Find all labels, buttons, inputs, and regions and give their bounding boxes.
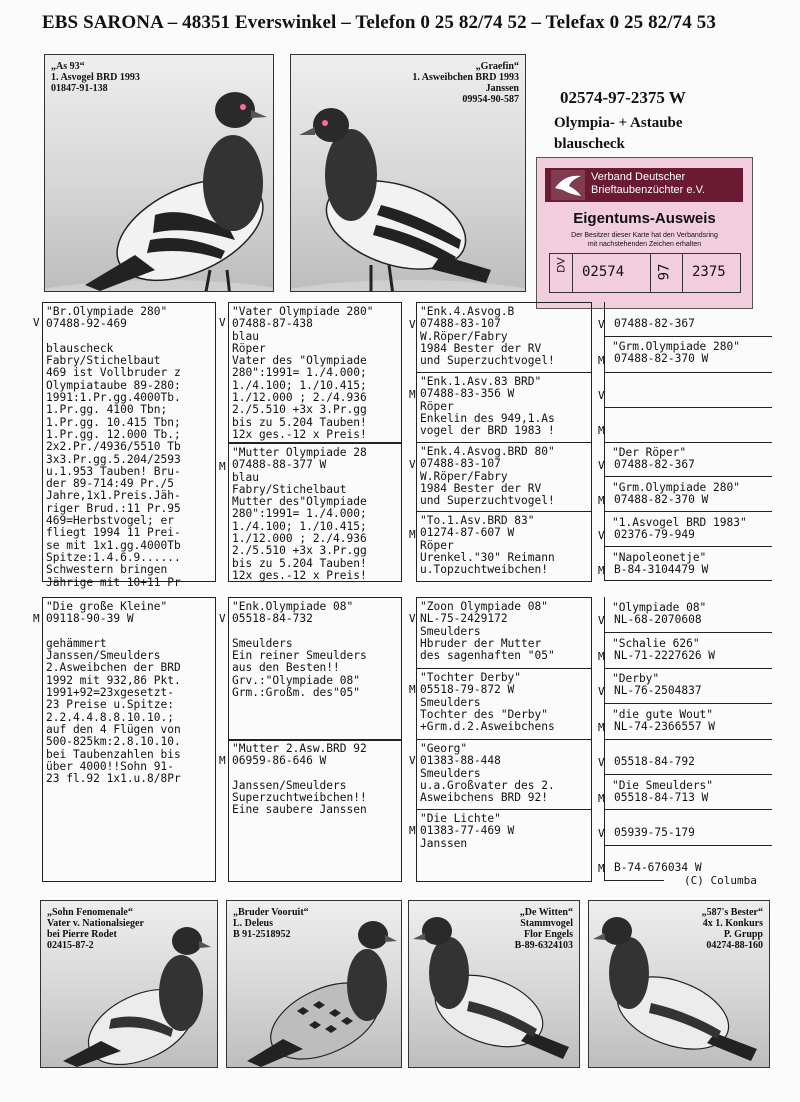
ring-club: 02574: [582, 264, 625, 280]
divider: [604, 336, 772, 337]
pedigree-text: B-84-3104479 W: [614, 563, 709, 576]
pedigree-text: NL-76-2504837: [614, 684, 702, 697]
caption-line: P. Grupp: [723, 929, 763, 940]
pedigree-text: 07488-82-370 W: [614, 352, 709, 365]
pedigree-text: 07488-82-367: [614, 317, 695, 330]
caption-line: „587's Bester“: [701, 907, 763, 918]
sex-marker-v: V: [598, 459, 605, 472]
sex-marker-m: M: [598, 721, 605, 734]
sex-marker-v: V: [598, 685, 605, 698]
sex-marker-v: V: [409, 318, 416, 331]
pedigree-text: "Derby": [612, 672, 660, 685]
caption-line: Stammvogel: [520, 918, 573, 929]
sex-marker-m: M: [598, 354, 605, 367]
card-ring-number: [549, 253, 741, 293]
pedigree-text: "Enk.1.Asv.83 BRD" 07488-83-356 W Röper Enkelin des 949,1.As vogel der BRD 1983 !: [420, 375, 555, 438]
pedigree-text: "Grm.Olympiade 280": [612, 481, 740, 494]
page-header: EBS SARONA – 48351 Everswinkel – Telefon 0 25 82/74 52 – Telefax 0 25 82/74 53: [42, 12, 716, 33]
caption-line: „Sohn Fenomenale“: [47, 907, 133, 918]
sex-marker-m: M: [409, 683, 416, 696]
pedigree-text: 05939-75-179: [614, 826, 695, 839]
card-org-line: Brieftaubenzüchter e.V.: [591, 184, 705, 196]
caption-line: „As 93“: [51, 61, 85, 72]
sex-marker-m: M: [409, 824, 416, 837]
ring-serial: 2375: [692, 264, 726, 280]
pedigree-text: "Schalie 626": [612, 637, 700, 650]
sex-marker-v: V: [598, 529, 605, 542]
divider: [416, 668, 591, 669]
pedigree-text: 05518-84-713 W: [614, 791, 709, 804]
pedigree-text: NL-68-2070608: [614, 613, 702, 626]
pigeon-photo-as93: [44, 54, 274, 292]
caption-line: 1. Asvogel BRD 1993: [51, 72, 140, 83]
sex-marker-v: V: [33, 316, 40, 329]
copyright-note: (C) Columba: [684, 874, 757, 887]
divider: [416, 372, 591, 373]
pigeon-photo-sohn-fenomenale: [40, 900, 218, 1068]
divider: [416, 809, 591, 810]
pedigree-text: "Grm.Olympiade 280": [612, 340, 740, 353]
dove-logo-icon: [551, 170, 585, 200]
pigeon-photo-587s-bester: [588, 900, 770, 1068]
photo-caption: [412, 61, 519, 105]
pedigree-text: "Mutter 2.Asw.BRD 92 06959-86-646 W Janssen/Smeulders Superzuchtweibchen!! Eine saubere Janssen: [232, 742, 367, 817]
sex-marker-v: V: [598, 318, 605, 331]
divider: [604, 442, 772, 443]
caption-line: Janssen: [485, 83, 519, 94]
card-org-line: Verband Deutscher: [591, 171, 686, 183]
pedigree-text: B-74-676034 W: [614, 861, 702, 874]
sex-marker-v: V: [409, 612, 416, 625]
sex-marker-v: V: [219, 612, 226, 625]
divider: [604, 511, 772, 512]
sex-marker-m: M: [598, 862, 605, 875]
caption-line: bei Pierre Rodet: [47, 929, 117, 940]
pigeon-photo-bruder-vooruit: [226, 900, 402, 1068]
pigeon-photo-graefin: [290, 54, 526, 292]
pedigree-text: "Die große Kleine" 09118-90-39 W gehämmert Janssen/Smeulders 2.Asweibchen der BRD 1992 mit 932,86 Pkt. 1991+92=23xgesetzt- 23 Preise u.Spitze: 2.2.4.4.8.8.10.10.; auf den 4 Flügen von 500-825km:2.8.10.10. bei Taubenzahlen bis über 4000!!Sohn 91- 23 fl.92 1x1.u.8/8Pr: [46, 600, 181, 786]
caption-line: 01847-91-138: [51, 83, 108, 94]
divider: [604, 632, 772, 633]
divider: [604, 739, 772, 740]
pedigree-text: "Der Röper": [612, 446, 687, 459]
caption-line: „Graefin“: [475, 61, 519, 72]
caption-line: 02415-87-2: [47, 940, 94, 951]
pedigree-text: 07488-82-367: [614, 458, 695, 471]
caption-line: B 91-2518952: [233, 929, 291, 940]
divider: [604, 372, 772, 373]
divider: [604, 407, 772, 408]
card-subtitle: [537, 231, 752, 249]
pedigree-text: 02376-79-949: [614, 528, 695, 541]
sex-marker-m: M: [598, 564, 605, 577]
pedigree-text: "Mutter Olympiade 28 07488-88-377 W blau Fabry/Stichelbaut Mutter des"Olympiade 280":1991= 1./4.000; 1./4.100; 1./10.415; 1./12.000 ; 2./4.936 2./5.510 +3x 3.Pr.gg bis zu 5.204 Tauben! 12x ges.-12 x Preis!: [232, 446, 367, 582]
sex-marker-v: V: [409, 458, 416, 471]
caption-line: Vater v. Nationalsieger: [47, 918, 144, 929]
pedigree-text: "Br.Olympiade 280" 07488-92-469 blauscheck Fabry/Stichelbaut 469 ist Vollbruder z Olympiataube 89-280: 1991:1.Pr.gg.4000Tb. 1.Pr.gg. 4100 Tbn; 1.Pr.gg. 10.415 Tbn; 1.Pr.gg. 12.000 Tb.; 2x2.Pr./4936/5510 Tb 3x3.Pr.gg.5.204/2593 u.1.953 Tauben! Bru- der 89-714:49 Pr./5 Jahre,1x1.Preis.Jäh- riger Brud.:11 Pr.95 469=Herbstvogel; er fliegt 1994 11 Prei- se mit 1x1.gg.4000Tb Spitze:1.4.6.9...... Schwestern bringen Jährige mit 10+11 Pr: [46, 305, 181, 589]
pedigree-text: NL-71-2227626 W: [614, 649, 716, 662]
pedigree-text: NL-74-2366557 W: [614, 720, 716, 733]
photo-caption: [47, 907, 144, 951]
pedigree-text: "Die Lichte" 01383-77-469 W Janssen: [420, 812, 515, 850]
pedigree-text: "To.1.Asv.BRD 83" 01274-87-607 W Röper Urenkel."30" Reimann u.Topzuchtweibchen!: [420, 514, 555, 577]
sex-marker-m: M: [598, 424, 605, 437]
pigeon-photo-de-witten: [408, 900, 580, 1068]
sex-marker-v: V: [598, 614, 605, 627]
sex-marker-m: M: [598, 792, 605, 805]
divider: [604, 668, 772, 669]
divider: [416, 442, 591, 443]
divider: [604, 476, 772, 477]
caption-line: Flor Engels: [524, 929, 573, 940]
sex-marker-m: M: [598, 494, 605, 507]
caption-line: B-89-6324103: [514, 940, 573, 951]
pedigree-text: "Napoleonetje": [612, 551, 707, 564]
pedigree-text: "Georg" 01383-88-448 Smeulders u.a.Großvater des 2. Asweibchens BRD 92!: [420, 742, 555, 805]
sex-marker-m: M: [409, 388, 416, 401]
sex-marker-v: V: [219, 316, 226, 329]
card-title: Eigentums-Ausweis: [573, 210, 716, 227]
pedigree-text: "Enk.4.Asvog.B 07488-83-107 W.Röper/Fabry 1984 Bester der RV und Superzuchtvogel!: [420, 305, 555, 368]
pedigree-text: "Olympiade 08": [612, 601, 707, 614]
sex-marker-m: M: [409, 528, 416, 541]
sex-marker-m: M: [219, 754, 226, 767]
pedigree-text: "Die Smeulders": [612, 779, 714, 792]
photo-caption: [515, 907, 573, 951]
card-sub-line: Der Besitzer dieser Karte hat den Verbandsring: [571, 232, 718, 239]
pedigree-text: "Vater Olympiade 280" 07488-87-438 blau Röper Vater des "Olympiade 280":1991= 1./4.000; 1./4.100; 1./10.415; 1./12.000 ; 2./4.936 2./5.510 +3x 3.Pr.gg bis zu 5.204 Tauben! 12x ges.-12 x Preis!: [232, 305, 374, 441]
sex-marker-v: V: [409, 754, 416, 767]
sex-marker-v: V: [598, 389, 605, 402]
photo-caption: [233, 907, 309, 940]
subject-ring-number: 02574-97-2375 W: [560, 88, 686, 107]
divider: [416, 511, 591, 512]
caption-line: 4x 1. Konkurs: [702, 918, 763, 929]
caption-line: „De Witten“: [519, 907, 573, 918]
sex-marker-v: V: [598, 756, 605, 769]
caption-line: 09954-90-587: [462, 94, 519, 105]
ring-dv: DV: [555, 257, 568, 273]
pedigree-text: "Tochter Derby" 05518-79-872 W Smeulders Tochter des "Derby" +Grm.d.2.Asweibchens: [420, 671, 555, 734]
sex-marker-v: V: [598, 827, 605, 840]
pedigree-text: "die gute Wout": [612, 708, 714, 721]
subject-title: Olympia- + Astaube: [554, 115, 683, 131]
card-sub-line: mit nachstehenden Zeichen erhalten: [587, 241, 702, 248]
pedigree-text: 05518-84-792: [614, 755, 695, 768]
photo-caption: [702, 907, 763, 951]
photo-caption: [51, 61, 140, 94]
divider: [604, 774, 772, 775]
sex-marker-m: M: [598, 650, 605, 663]
pedigree-text: "Zoon Olympiade 08" NL-75-2429172 Smeulders Hbruder der Mutter des sagenhaften "05": [420, 600, 555, 663]
card-org-name: [591, 171, 705, 197]
divider: [604, 546, 772, 547]
pedigree-text: "1.Asvogel BRD 1983": [612, 516, 747, 529]
caption-line: 04274-88-160: [706, 940, 763, 951]
caption-line: „Bruder Vooruit“: [233, 907, 309, 918]
pedigree-text: "Enk.4.Asvog.BRD 80" 07488-83-107 W.Röper/Fabry 1984 Bester der RV und Superzuchtvogel!: [420, 445, 555, 508]
divider: [604, 880, 664, 881]
divider: [416, 739, 591, 740]
divider: [604, 703, 772, 704]
ownership-card: [536, 157, 753, 309]
caption-line: L. Deleus: [233, 918, 273, 929]
card-header-band: [545, 168, 743, 202]
caption-line: 1. Asweibchen BRD 1993: [412, 72, 519, 83]
ring-year: 97: [656, 263, 673, 281]
divider: [604, 845, 772, 846]
pedigree-text: 07488-82-370 W: [614, 493, 709, 506]
divider: [604, 809, 772, 810]
sex-marker-m: M: [219, 460, 226, 473]
pedigree-text: "Enk.Olympiade 08" 05518-84-732 Smeulders Ein reiner Smeulders aus den Besten!! Grv.:"Olympiade 08" Grm.:Großm. des"05": [232, 600, 367, 700]
divider: [604, 580, 772, 581]
subject-color: blauscheck: [554, 136, 625, 152]
sex-marker-m: M: [33, 612, 40, 625]
